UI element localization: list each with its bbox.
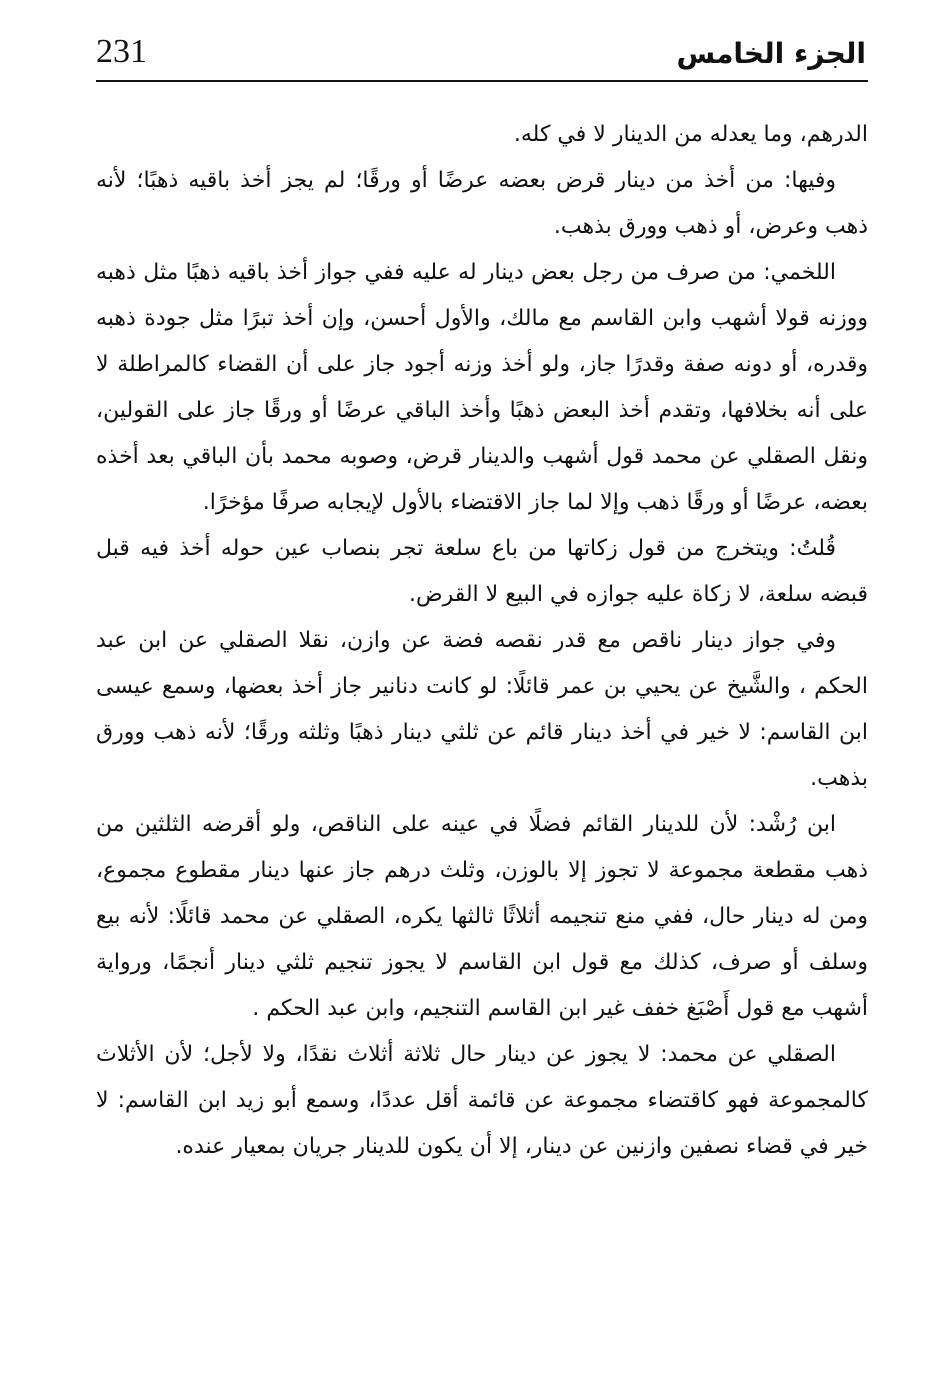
paragraph: الصقلي عن محمد: لا يجوز عن دينار حال ثلاثة أثلاث نقدًا، ولا لأجل؛ لأن الأثلاث كالمجموعة فهو كاقتضاء مجموعة عن قائمة أقل عددًا، وسمع أبو زيد ابن القاسم: لا خير في قضاء نصفين وازنين عن دينار، إلا أن يكون للدينار جريان بمعيار عنده. — [96, 1042, 868, 1159]
header-rule — [96, 80, 868, 82]
page-number: 231 — [96, 33, 147, 70]
paragraph: ابن رُشْد: لأن للدينار القائم فضلًا في عينه على الناقص، ولو أقرضه الثلثين من ذهب مقطعة مجموعة لا تجوز إلا بالوزن، وثلث درهم جاز عنها دينار مقطوع مجموع، ومن له دينار حال، ففي منع تنجيمه أثلاثًا ثالثها يكره، الصقلي عن محمد قائلًا: لأنه بيع وسلف أو صرف، كذلك مع قول ابن القاسم لا يجوز تنجيم ثلثي دينار أنجمًا، ورواية أشهب مع قول أَصْبَغ خفف غير ابن القاسم التنجيم، وابن عبد الحكم . — [96, 812, 868, 1021]
paragraph: وفيها: من أخذ من دينار قرض بعضه عرضًا أو ورقًا؛ لم يجز أخذ باقيه ذهبًا؛ لأنه ذهب وعرض، أو ذهب وورق بذهب. — [96, 168, 868, 239]
running-head: الجزء الخامس — [676, 37, 866, 70]
paragraph: قُلتُ: ويتخرج من قول زكاتها من باع سلعة تجر بنصاب عين حوله أخذ فيه قبل قبضه سلعة، لا زكاة عليه جوازه في البيع لا القرض. — [96, 536, 868, 607]
body-text — [96, 112, 868, 1170]
paragraph: وفي جواز دينار ناقص مع قدر نقصه فضة عن وازن، نقلا الصقلي عن ابن عبد الحكم ، والشَّيخ عن يحيي بن عمر قائلًا: لو كانت دنانير جاز أخذ بعضها، وسمع عيسى ابن القاسم: لا خير في أخذ دينار قائم عن ثلثي دينار ذهبًا وثلثه ورقًا؛ لأنه ذهب وورق بذهب. — [96, 628, 868, 791]
paragraph-continued: الدرهم، وما يعدله من الدينار لا في كله. — [513, 122, 868, 147]
paragraph: اللخمي: من صرف من رجل بعض دينار له عليه ففي جواز أخذ باقيه ذهبًا مثل ذهبه ووزنه قولا أشهب وابن القاسم مع مالك، والأول أحسن، وإن أخذ تبرًا مثل جودة ذهبه وقدره، أو دونه صفة وقدرًا جاز، ولو أخذ وزنه أجود جاز على أن القضاء كالمراطلة لا على أنه بخلافها، وتقدم أخذ البعض ذهبًا وأخذ الباقي عرضًا أو ورقًا جاز على القولين، ونقل الصقلي عن محمد قول أشهب والدينار قرض، وصوبه محمد بأن الباقي بعد أخذه بعضه، عرضًا أو ورقًا ذهب وإلا لما جاز الاقتضاء بالأول لإيجابه صرفًا مؤخرًا. — [96, 260, 868, 515]
page-header — [96, 30, 866, 78]
